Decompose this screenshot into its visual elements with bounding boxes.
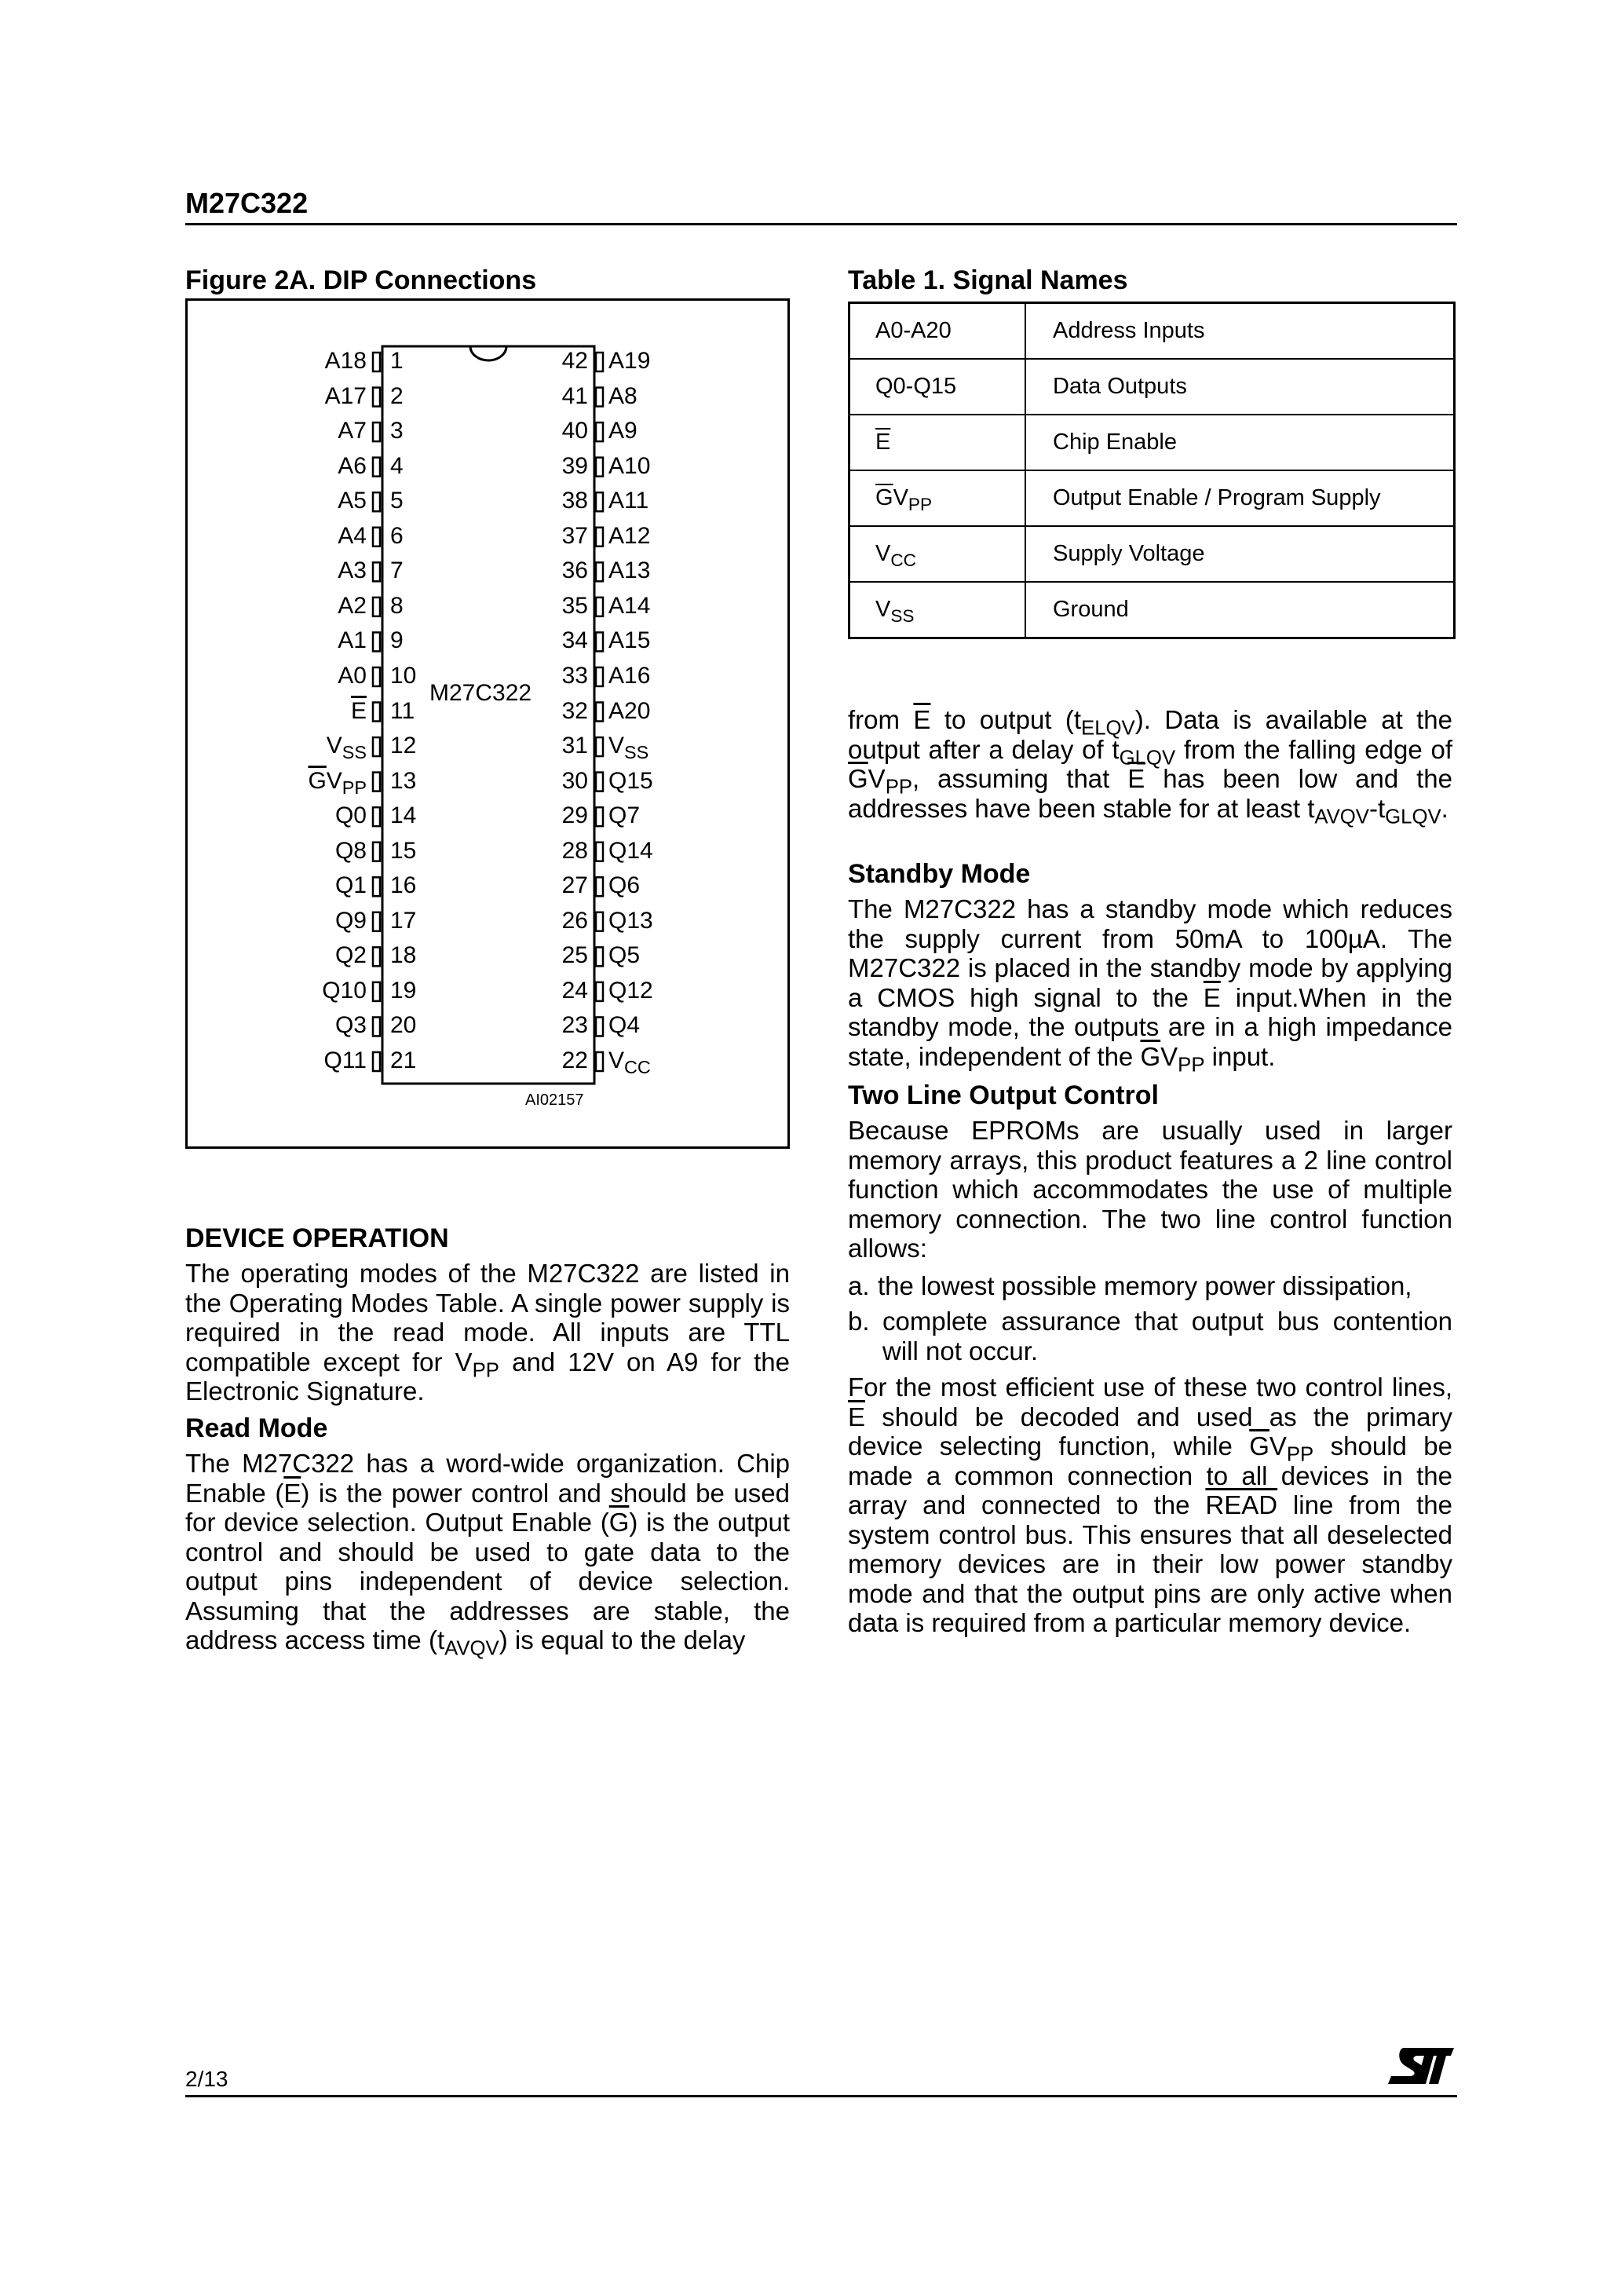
pin-right-31: [596, 737, 603, 756]
pin-number: 22: [561, 1047, 588, 1073]
subscript: SS: [890, 605, 915, 626]
signal-cell: [849, 582, 1026, 638]
pin-number: 29: [561, 803, 588, 829]
text-run: V: [608, 733, 625, 759]
desc-cell: Output Enable / Program Supply: [1025, 470, 1455, 526]
pin-name: [335, 872, 367, 899]
pin-name: [608, 908, 653, 934]
pin-left-14: [373, 807, 380, 826]
signal-cell: [849, 415, 1026, 470]
pin-left-12: [373, 737, 380, 756]
pin-left-4: [373, 458, 380, 477]
pin-number: 40: [561, 418, 588, 444]
desc-cell: Supply Voltage: [1025, 526, 1455, 582]
signal-cell: [849, 470, 1026, 526]
pin-left-17: [373, 912, 380, 931]
pin-number: 31: [561, 733, 588, 759]
pin-left-3: [373, 422, 380, 441]
doc-id: M27C322: [185, 187, 309, 219]
text-run: Q1: [334, 872, 367, 899]
pin-right-37: [596, 528, 603, 547]
subscript: CC: [890, 550, 916, 570]
text-run: Q5: [608, 942, 641, 969]
pin-number: 18: [390, 942, 417, 969]
table-row: [849, 470, 1455, 526]
overline-text: $\overline{E}$: [283, 1478, 301, 1508]
pin-name: [338, 627, 367, 654]
table-title: Table 1. Signal Names: [848, 265, 1128, 295]
signal-text: [875, 597, 915, 626]
pin-right-35: [596, 598, 603, 616]
pin-number: 20: [390, 1012, 417, 1039]
pin-name: [608, 383, 637, 410]
text-run: Q15: [608, 767, 653, 794]
dip-diagram: [188, 301, 787, 1146]
read-mode-heading: Read Mode: [185, 1413, 328, 1443]
pin-number: 7: [390, 558, 404, 584]
pin-left-13: [373, 773, 380, 792]
desc-cell: Chip Enable: [1025, 415, 1455, 470]
pin-right-39: [596, 458, 603, 477]
pin-name: [608, 978, 653, 1004]
text-run: ) is equal to the delay: [499, 1625, 746, 1654]
pin-left-10: [373, 667, 380, 686]
text-run: and 12V on A9 for the Electronic Signature.: [185, 1347, 790, 1406]
pin-left-16: [373, 877, 380, 896]
overline-text: $\overline{E}$: [1203, 982, 1221, 1012]
overline-text: $\overline{G}$: [608, 1508, 630, 1537]
text-run: ) is the power control and should be used for device selection. Output Enable (: [185, 1478, 790, 1537]
pin-name: [338, 453, 367, 480]
text-run: A19: [608, 348, 651, 374]
text-run: input.When in the standby mode, the outputs are in a high impedance state, independent of the: [848, 982, 1452, 1071]
two-line-paragraph: Because EPROMs are usually used in larger memory arrays, this product features a 2 line control function which accommodates the use of multiple memory connection. The two line control function allows:: [848, 1116, 1452, 1263]
text-run: Q7: [608, 803, 641, 829]
pin-number: 4: [390, 452, 404, 479]
pin-name: [335, 1012, 367, 1039]
text-run: The operating modes of the M27C322 are listed in the Operating Modes Table. A single power supply is required in the read mode. All inputs are TTL compatible except for V: [185, 1259, 790, 1377]
subscript: PP: [1178, 1054, 1205, 1077]
pin-name: [338, 593, 367, 620]
chip-notch: [470, 346, 506, 360]
subscript: CC: [624, 1057, 651, 1078]
pin-right-30: [596, 773, 603, 792]
pin-name: [322, 978, 367, 1004]
signal-names-table: [848, 302, 1456, 639]
text-run: , assuming that: [912, 764, 1128, 793]
pin-right-32: [596, 703, 603, 722]
pin-name: [608, 942, 640, 969]
signal-text: [875, 485, 933, 514]
text-run: Q0: [334, 803, 367, 829]
subscript: AVQV: [1314, 806, 1369, 828]
pin-number: 11: [390, 697, 415, 724]
text-run: Q6: [608, 872, 641, 899]
pin-name: [608, 872, 640, 899]
text-run: Q9: [334, 907, 367, 934]
pin-name: [608, 593, 650, 620]
pin-left-15: [373, 843, 380, 861]
pin-number: 24: [561, 977, 588, 1004]
table-row: [849, 303, 1455, 360]
figure-title: Figure 2A. DIP Connections: [185, 265, 537, 295]
text-run: Q8: [334, 837, 367, 864]
pin-name: [608, 1047, 651, 1078]
text-run: A4: [338, 522, 367, 549]
text-run: ). Data is available at the output after a delay of t: [848, 705, 1453, 764]
subscript: PP: [885, 776, 913, 799]
text-run: A10: [608, 452, 651, 479]
table-row: [849, 526, 1455, 582]
text-run: -t: [1368, 793, 1386, 823]
pin-number: 26: [561, 907, 588, 934]
pin-number: 12: [390, 733, 417, 759]
text-run: .: [1441, 793, 1448, 823]
pin-name: [335, 942, 367, 969]
pin-number: 16: [390, 872, 417, 899]
pin-name: [335, 803, 367, 829]
text-run: should be decoded and used as the primary device selecting function, while: [848, 1402, 1452, 1461]
pin-left-5: [373, 492, 380, 511]
pin-number: 42: [561, 348, 588, 374]
pin-left-9: [373, 632, 380, 651]
header-rule: [185, 223, 1457, 225]
text-run: Q11: [323, 1047, 367, 1073]
signal-cell: [849, 526, 1026, 582]
pin-number: 13: [390, 767, 417, 794]
text-run: Q4: [608, 1012, 641, 1039]
subscript: PP: [342, 777, 367, 798]
text-run: line from the system control bus. This ensures that all deselected memory devices are in their low power standby mode and that the output pins are only active when data is required from a particular memory device.: [848, 1490, 1452, 1637]
text-run: The M27C322 has a word-wide organization. Chip Enable (: [185, 1449, 790, 1508]
pin-right-33: [596, 667, 603, 686]
text-run: V: [875, 541, 891, 566]
text-run: V: [893, 485, 908, 510]
signal-text: [875, 541, 916, 570]
pin-number: 39: [561, 452, 588, 479]
text-run: A20: [608, 697, 651, 724]
text-run: from the falling edge of: [1175, 734, 1453, 764]
text-run: A14: [608, 592, 651, 619]
text-run: A1: [338, 627, 367, 654]
text-run: The M27C322 has a standby mode which reduces the supply current from 50mA to 100µA. The M27C322 is placed in the standby mode by applying a CMOS high signal to the: [848, 894, 1452, 1012]
two-line-heading: Two Line Output Control: [848, 1080, 1159, 1110]
signal-text: $\overline{E}$: [875, 430, 891, 455]
pin-number: 33: [561, 662, 588, 689]
text-run: should be made a common connection to all devices in the array and connected to the: [848, 1431, 1452, 1519]
text-run: Q12: [608, 977, 653, 1004]
overline-text: $\overline{G}$: [848, 764, 868, 793]
pin-number: 38: [561, 488, 588, 514]
pin-name: [608, 838, 653, 865]
pin-number: 1: [390, 348, 404, 374]
device-operation-paragraph: [185, 1259, 790, 1406]
overline-text: $\overline{E}$: [1127, 764, 1145, 793]
pin-right-26: [596, 912, 603, 931]
pin-number: 19: [390, 977, 417, 1004]
pin-name: [325, 348, 367, 375]
list-marker: a.: [848, 1271, 870, 1300]
text-run: A18: [324, 348, 367, 374]
pin-number: 36: [561, 558, 588, 584]
text-run: A5: [338, 488, 367, 514]
pin-right-27: [596, 877, 603, 896]
text-run: V: [1160, 1041, 1178, 1071]
standby-mode-heading: Standby Mode: [848, 859, 1031, 889]
text-run: A3: [338, 558, 367, 584]
text-run: V: [608, 1047, 625, 1073]
overline-text: $\overline{E}$: [350, 697, 367, 724]
text-run: A8: [608, 382, 637, 409]
st-logo-icon: [1386, 2046, 1456, 2087]
pin-right-34: [596, 632, 603, 651]
text-run: For the most efficient use of these two control lines,: [848, 1373, 1452, 1402]
pin-name: [335, 908, 367, 934]
text-run: Q2: [334, 942, 367, 969]
text-run: A7: [338, 418, 367, 444]
pin-name: [325, 383, 367, 410]
pin-number: 28: [561, 837, 588, 864]
text-run: V: [326, 767, 342, 794]
pin-left-6: [373, 528, 380, 547]
pin-name: [324, 1047, 367, 1074]
pin-number: 17: [390, 907, 417, 934]
table-row: [849, 582, 1455, 638]
text-run: A11: [608, 488, 649, 514]
pin-name: [338, 558, 367, 584]
pin-right-29: [596, 807, 603, 826]
pin-right-36: [596, 562, 603, 581]
list-marker: b.: [848, 1307, 870, 1336]
pin-name: [308, 767, 367, 798]
subscript: PP: [908, 494, 933, 514]
overline-text: $\overline{E}$: [848, 1402, 866, 1431]
pin-name: [338, 523, 367, 550]
text-run: ) is the output control and should be used to gate data to the output pins independent of device selection. Assuming that the addresses are stable, the address access time (t: [185, 1508, 790, 1654]
pin-number: 32: [561, 697, 588, 724]
subscript: PP: [1286, 1443, 1314, 1466]
standby-mode-paragraph: [848, 894, 1452, 1077]
pin-number: 5: [390, 488, 404, 514]
pin-name: [608, 698, 650, 725]
signal-cell: Q0-Q15: [849, 359, 1026, 415]
text-run: A17: [324, 382, 367, 409]
pin-right-42: [596, 353, 603, 371]
pin-number: 6: [390, 522, 404, 549]
desc-cell: Data Outputs: [1025, 359, 1455, 415]
overline-text: $\overline{G}$: [875, 485, 893, 510]
text-run: A16: [608, 662, 651, 689]
pin-name: [335, 838, 367, 865]
desc-cell: Address Inputs: [1025, 303, 1455, 360]
list-item: complete assurance that output bus contention will not occur.: [882, 1307, 1452, 1366]
subscript: SS: [624, 742, 649, 763]
pin-name: [326, 733, 367, 763]
pin-left-7: [373, 562, 380, 581]
figure-code: AI02157: [525, 1091, 584, 1109]
pin-name: [608, 733, 649, 763]
pin-number: 25: [561, 942, 588, 969]
two-line-paragraph-2: [848, 1373, 1452, 1638]
pin-name: [608, 768, 653, 795]
pin-name: [338, 663, 367, 689]
pin-number: 15: [390, 837, 417, 864]
pin-name: [608, 663, 650, 689]
pin-name: [608, 523, 650, 550]
footer-rule: [185, 2095, 1457, 2097]
pin-number: 34: [561, 627, 588, 654]
text-run: V: [1269, 1431, 1287, 1461]
pin-left-18: [373, 947, 380, 966]
chip-label: M27C322: [429, 680, 532, 706]
pin-right-24: [596, 982, 603, 1001]
pin-right-25: [596, 947, 603, 966]
text-run: A12: [608, 522, 651, 549]
subscript: ELQV: [1081, 717, 1135, 740]
pin-number: 14: [390, 803, 417, 829]
text-run: V: [868, 764, 886, 793]
table-row: [849, 359, 1455, 415]
subscript: AVQV: [444, 1637, 499, 1660]
pin-name: [351, 698, 367, 725]
pin-name: [608, 488, 648, 514]
signal-cell: A0-A20: [849, 303, 1026, 360]
continued-paragraph: [848, 705, 1453, 828]
desc-cell: Ground: [1025, 582, 1455, 638]
overline-text: $\overline{G}$: [1140, 1041, 1161, 1071]
subscript: GLQV: [1119, 747, 1176, 770]
text-run: V: [875, 597, 891, 622]
pin-name: [608, 453, 650, 480]
text-run: has been low and the addresses have been stable for at least t: [848, 764, 1452, 823]
pin-left-19: [373, 982, 380, 1001]
text-run: A13: [608, 558, 651, 584]
overline-text: $\overline{G}$: [1249, 1431, 1269, 1461]
text-run: Q10: [322, 977, 367, 1004]
overline-text: READ: [1205, 1490, 1278, 1519]
text-run: Q14: [608, 837, 653, 864]
text-run: A2: [338, 592, 367, 619]
pin-right-22: [596, 1052, 603, 1071]
read-mode-paragraph: [185, 1449, 790, 1660]
pin-name: [608, 627, 650, 654]
pin-left-11: [373, 703, 380, 722]
pin-right-28: [596, 843, 603, 861]
text-run: A15: [608, 627, 651, 654]
pin-number: 37: [561, 522, 588, 549]
pin-number: 35: [561, 592, 588, 619]
text-run: V: [326, 733, 342, 759]
pin-number: 3: [390, 418, 404, 444]
pin-right-23: [596, 1017, 603, 1036]
pin-left-8: [373, 598, 380, 616]
text-run: Q13: [608, 907, 653, 934]
pin-number: 30: [561, 767, 588, 794]
pin-number: 23: [561, 1012, 588, 1039]
pin-name: [338, 418, 367, 444]
text-run: A0: [338, 662, 367, 689]
table-row: [849, 415, 1455, 470]
pin-right-40: [596, 422, 603, 441]
pin-left-21: [373, 1052, 380, 1071]
pin-name: [338, 488, 367, 514]
pin-name: [608, 418, 637, 444]
pin-number: 2: [390, 382, 404, 409]
pin-number: 21: [390, 1047, 417, 1073]
text-run: input.: [1204, 1041, 1276, 1071]
pin-number: 8: [390, 592, 404, 619]
pin-name: [608, 348, 650, 375]
pin-right-38: [596, 492, 603, 511]
overline-text: $\overline{E}$: [913, 705, 931, 734]
figure-frame: [185, 298, 790, 1149]
device-operation-heading: DEVICE OPERATION: [185, 1223, 449, 1253]
text-run: to output (t: [930, 705, 1082, 734]
pin-number: 27: [561, 872, 588, 899]
subscript: SS: [342, 742, 367, 763]
subscript: PP: [472, 1359, 499, 1382]
subscript: GLQV: [1385, 806, 1441, 828]
page-number: 2/13: [185, 2067, 228, 2091]
pin-number: 10: [390, 662, 417, 689]
pin-name: [608, 803, 640, 829]
pin-name: [608, 558, 650, 584]
text-run: from: [848, 705, 914, 734]
pin-left-1: [373, 353, 380, 371]
pin-number: 41: [561, 382, 588, 409]
pin-name: [608, 1012, 640, 1039]
pin-right-41: [596, 388, 603, 407]
text-run: A9: [608, 418, 637, 444]
overline-text: $\overline{G}$: [308, 767, 327, 794]
pin-number: 9: [390, 627, 404, 654]
text-run: A6: [338, 452, 367, 479]
text-run: Q3: [334, 1012, 367, 1039]
list-item: the lowest possible memory power dissipation,: [878, 1271, 1412, 1300]
pin-left-2: [373, 388, 380, 407]
pin-left-20: [373, 1017, 380, 1036]
